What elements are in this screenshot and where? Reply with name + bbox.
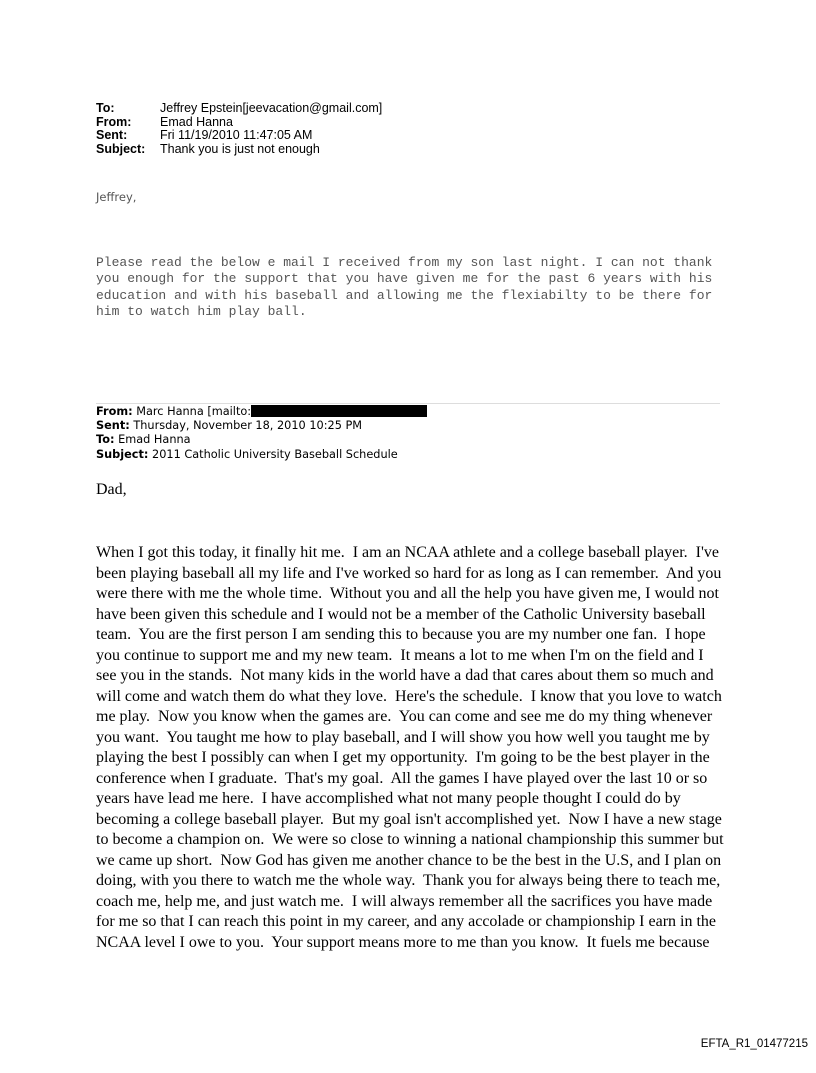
reply-body <box>96 255 712 321</box>
subject-label: Subject: <box>96 141 146 156</box>
fwd-subject-row <box>96 448 427 462</box>
body-line: for me so that I can reach this point in my career, and any accolade or championship I earn in the <box>96 913 717 930</box>
forwarded-greeting: Dad, <box>96 481 127 498</box>
fwd-to-label: To: <box>96 433 115 447</box>
fwd-sent-row <box>96 419 427 433</box>
body-line: coach me, help me, and just watch me. I will always remember all the sacrifices you have made <box>96 892 713 910</box>
fwd-to-row <box>96 433 427 447</box>
subject-value: Thank you is just not enough <box>160 141 320 156</box>
body-line: me play. Now you know when the games are. You can come and see me do my thing whenever <box>96 708 713 725</box>
fwd-subject-label: Subject: <box>96 447 149 461</box>
reply-line: Please read the below e mail I received from my son last night. I can not thank <box>96 255 713 270</box>
from-row <box>96 116 382 130</box>
fwd-sent-value: Thursday, November 18, 2010 10:25 PM <box>133 419 363 433</box>
reply-greeting: Jeffrey, <box>96 190 137 204</box>
forwarded-header <box>96 405 427 462</box>
document-id: EFTA_R1_01477215 <box>700 1038 808 1050</box>
body-line: to become a champion on. We were so close to winning a national championship this summer but <box>96 831 724 848</box>
reply-line: him to watch him play ball. <box>96 304 307 320</box>
from-label: From: <box>96 114 132 129</box>
body-line: When I got this today, it finally hit me. I am an NCAA athlete and a college baseball player. I've <box>96 544 719 561</box>
body-line: years have lead me here. I have accomplished what not many people thought I could do by <box>96 790 681 807</box>
to-label: To: <box>96 101 115 115</box>
to-value: Jeffrey Epstein[jeevacation@gmail.com] <box>160 101 383 115</box>
body-line: doing, with you there to watch me the whole way. Thank you for always being there to teach me, <box>96 872 721 889</box>
fwd-subject-value: 2011 Catholic University Baseball Schedule <box>152 447 398 461</box>
email-header <box>96 102 382 156</box>
body-line: see you in the stands. Not many kids in the world have a dad that cares about them so much and <box>96 667 714 684</box>
from-value: Emad Hanna <box>160 114 233 129</box>
body-line: NCAA level I owe to you. Your support means more to me than you know. It fuels me because <box>96 933 710 951</box>
reply-line: education and with his baseball and allowing me the flexiabilty to be there for <box>96 287 713 303</box>
sent-row <box>96 129 382 143</box>
sent-label: Sent: <box>96 128 128 143</box>
body-line: been playing baseball all my life and I've worked so hard for as long as I can remember. And you <box>96 564 722 582</box>
sent-value: Fri 11/19/2010 11:47:05 AM <box>160 128 313 143</box>
reply-line: you enough for the support that you have given me for the past 6 years with his <box>96 271 713 287</box>
body-line: we came up short. Now God has given me another chance to be the best in the U.S, and I plan on <box>96 851 722 869</box>
body-line: have been given this schedule and I would not be a member of the Catholic University baseball <box>96 605 706 623</box>
fwd-sent-label: Sent: <box>96 419 130 433</box>
fwd-from-label: From: <box>96 405 133 418</box>
body-line: will come and watch them do what they love. Here's the schedule. I know that you love to watch <box>96 687 722 705</box>
body-line: becoming a college baseball player. But my goal isn't accomplished yet. Now I have a new stage <box>96 810 722 828</box>
forwarded-body <box>96 543 724 953</box>
redaction-block <box>251 405 427 417</box>
to-row <box>96 102 382 116</box>
body-line: conference when I graduate. That's my goal. All the games I have played over the last 10 or so <box>96 769 708 787</box>
body-line: were there with me the whole time. Without you and all the help you have given me, I would not <box>96 585 719 602</box>
fwd-to-value: Emad Hanna <box>118 433 191 447</box>
body-line: playing the best I possibly can when I get my opportunity. I'm going to be the best player in the <box>96 749 710 766</box>
fwd-from-value: Marc Hanna [mailto: <box>136 405 252 418</box>
subject-row <box>96 143 382 157</box>
body-line: you want. You taught me how to play baseball, and I will show you how well you taught me by <box>96 728 710 746</box>
divider <box>96 403 720 404</box>
fwd-from-row <box>96 405 427 419</box>
body-line: team. You are the first person I am sending this to because you are my number one fan. I hope <box>96 626 706 643</box>
body-line: you continue to support me and my new team. It means a lot to me when I'm on the field and I <box>96 646 704 664</box>
